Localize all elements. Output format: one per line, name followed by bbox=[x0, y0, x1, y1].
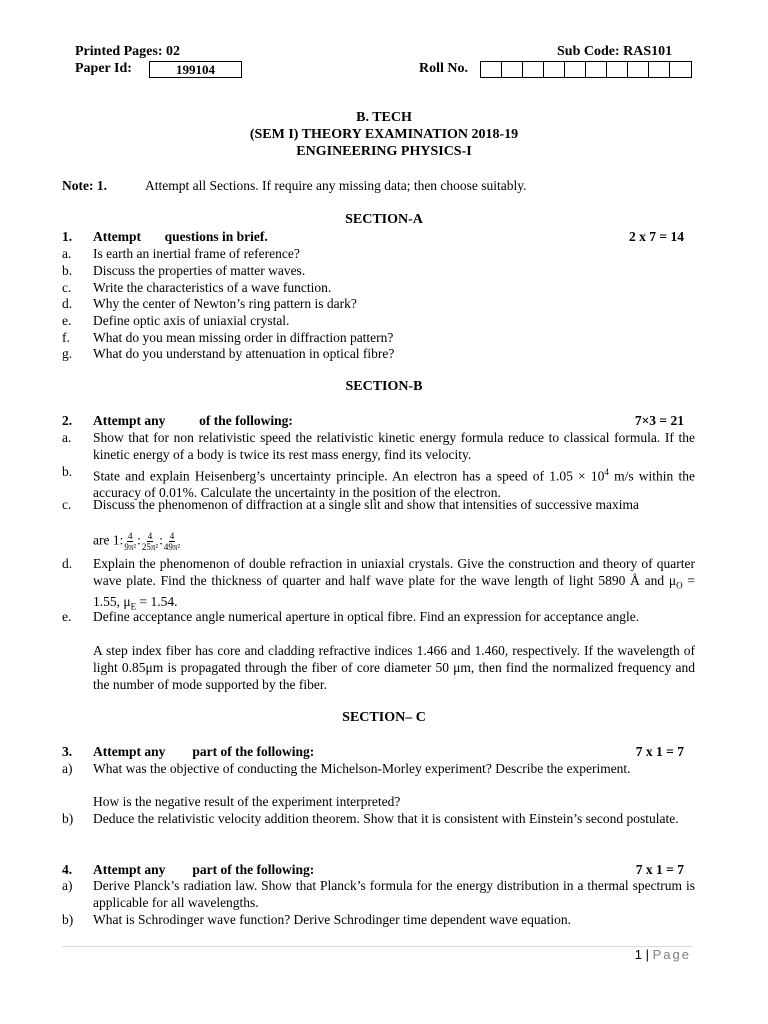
q2-marks: 7×3 = 21 bbox=[634, 413, 684, 428]
sub-code: Sub Code: RAS101 bbox=[557, 44, 673, 59]
q1-item-label: f. bbox=[62, 330, 70, 345]
footer-divider bbox=[62, 946, 692, 947]
section-a-title: SECTION-A bbox=[345, 212, 423, 227]
q4a-text: Derive Planck’s radiation law. Show that Planck’s formula for the energy distribution in a thermal spectrum is applicable for all wavelengths. bbox=[93, 878, 695, 910]
q3a-text: What was the objective of conducting the Michelson-Morley experiment? Describe the experiment. bbox=[93, 761, 631, 776]
q2d-text: Explain the phenomenon of double refraction in uniaxial crystals. Give the construction and theory of quarter wave plate. Find the thickness of quarter and half wave plate for the wave length of light 5890 Å and $\mu_O = 1.55$, $\mu_E = 1.54$. bbox=[93, 556, 695, 612]
q2-instruction: Attempt any of the following: bbox=[93, 413, 293, 428]
q3a-label: a) bbox=[62, 761, 73, 776]
q2d-label: d. bbox=[62, 556, 73, 571]
q2a-label: a. bbox=[62, 430, 72, 445]
q2b-label: b. bbox=[62, 464, 73, 479]
q2a-text: Show that for non relativistic speed the relativistic kinetic energy formula reduce to classical formula. If the kinetic energy of a body is twice its rest mass energy, find its velocity. bbox=[93, 430, 695, 462]
q1-item-text: What do you mean missing order in diffraction pattern? bbox=[93, 330, 394, 345]
fraction: $\frac{4}{\text{49π²}}$ bbox=[163, 531, 181, 552]
title-subject: ENGINEERING PHYSICS-I bbox=[296, 144, 472, 159]
q3-number: 3. bbox=[62, 744, 73, 759]
q1-item-label: e. bbox=[62, 313, 72, 328]
q4-instruction: Attempt any part of the following: bbox=[93, 862, 315, 877]
page-separator: | bbox=[642, 947, 653, 962]
note-label: Note: 1. bbox=[62, 178, 107, 193]
q2-number: 2. bbox=[62, 413, 73, 428]
q1-item-text: Is earth an inertial frame of reference? bbox=[93, 246, 300, 261]
q2e-text: Define acceptance angle numerical aperture in optical fibre. Find an expression for acceptance angle. bbox=[93, 609, 640, 624]
q2e-label: e. bbox=[62, 609, 72, 624]
q2b-text: State and explain Heisenberg’s uncertainty principle. An electron has a speed of $1.05 \times 10^4$ m/s within the accuracy of 0.01%. Calculate the uncertainty in the position of the electron. bbox=[93, 467, 695, 501]
section-c-title: SECTION– C bbox=[342, 710, 426, 725]
printed-pages: Printed Pages: 02 bbox=[75, 44, 180, 59]
q3a-followup: How is the negative result of the experiment interpreted? bbox=[93, 794, 401, 809]
fraction: $\frac{4}{\text{9π²}}$ bbox=[124, 531, 137, 552]
q3-marks: 7 x 1 = 7 bbox=[635, 744, 684, 759]
q1-item-label: d. bbox=[62, 296, 73, 311]
title-exam: (SEM I) THEORY EXAMINATION 2018-19 bbox=[249, 127, 519, 142]
q1-item-text: Define optic axis of uniaxial crystal. bbox=[93, 313, 290, 328]
q2e-problem: A step index fiber has core and cladding refractive indices 1.466 and 1.460, respectively. If the wavelength of light 0.85μm is propagated through the fiber of core diameter 50 μm, then find the normalized frequency and the number of mode supported by the fiber. bbox=[93, 643, 695, 692]
q3b-text: Deduce the relativistic velocity addition theorem. Show that it is consistent with Einstein’s second postulate. bbox=[93, 811, 679, 826]
title-btech: B. TECH bbox=[356, 110, 412, 125]
q4-number: 4. bbox=[62, 862, 73, 877]
q1-item-label: c. bbox=[62, 280, 72, 295]
q1-item-text: Discuss the properties of matter waves. bbox=[93, 263, 306, 278]
page-footer bbox=[635, 947, 691, 962]
q1-item-text: What do you understand by attenuation in optical fibre? bbox=[93, 346, 395, 361]
q4-marks: 7 x 1 = 7 bbox=[635, 862, 684, 877]
roll-no-label: Roll No. bbox=[419, 61, 468, 76]
paper-id-label: Paper Id: bbox=[75, 61, 132, 76]
q1-item-label: b. bbox=[62, 263, 73, 278]
q2c-ratio: are 1: $\frac{4}{\text{9π²}}$ : $\frac{4}{\text{25π²}}$ : $\frac{4}{\text{49π²}}$ bbox=[93, 531, 181, 552]
page-word: Page bbox=[652, 947, 691, 962]
page-number: 1 bbox=[634, 947, 643, 962]
q4b-text: What is Schrodinger wave function? Derive Schrodinger time dependent wave equation. bbox=[93, 912, 571, 927]
q1-item-label: a. bbox=[62, 246, 72, 261]
q1-item-label: g. bbox=[62, 346, 73, 361]
roll-no-boxes bbox=[480, 61, 692, 78]
q1-number: 1. bbox=[62, 229, 73, 244]
q1-item-text: Write the characteristics of a wave function. bbox=[93, 280, 332, 295]
q2c-text: Discuss the phenomenon of diffraction at a single slit and show that intensities of successive maxima bbox=[93, 497, 640, 512]
q1-marks: 2 x 7 = 14 bbox=[629, 229, 684, 244]
q4a-label: a) bbox=[62, 878, 73, 893]
q1-item-text: Why the center of Newton’s ring pattern is dark? bbox=[93, 296, 357, 311]
section-b-title: SECTION-B bbox=[345, 379, 423, 394]
note-text: Attempt all Sections. If require any missing data; then choose suitably. bbox=[145, 178, 527, 193]
q3-instruction: Attempt any part of the following: bbox=[93, 744, 315, 759]
fraction: $\frac{4}{\text{25π²}}$ bbox=[141, 531, 159, 552]
paper-id-box: 199104 bbox=[149, 61, 242, 78]
q4b-label: b) bbox=[62, 912, 74, 927]
q3b-label: b) bbox=[62, 811, 74, 826]
q2c-label: c. bbox=[62, 497, 72, 512]
q1-instruction: Attempt questions in brief. bbox=[93, 229, 268, 244]
